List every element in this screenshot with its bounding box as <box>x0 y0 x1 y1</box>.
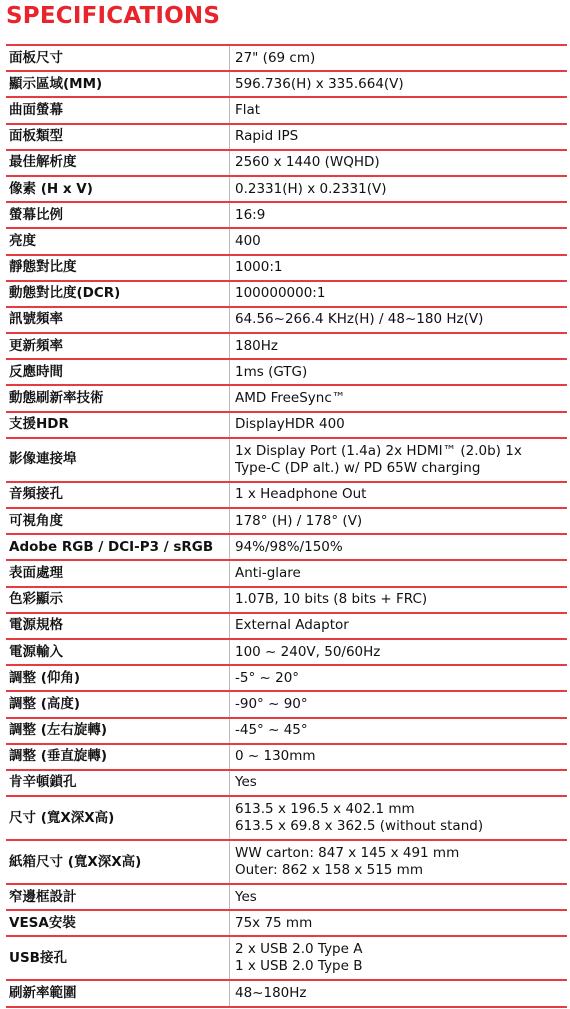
spec-label: 更新頻率 <box>6 333 230 359</box>
spec-row <box>6 176 567 202</box>
spec-row <box>6 359 567 385</box>
spec-row <box>6 281 567 307</box>
spec-row <box>6 587 567 613</box>
spec-value: 100 ~ 240V, 50/60Hz <box>230 639 568 665</box>
spec-value: Yes <box>230 770 568 796</box>
spec-label: 顯示區域(MM) <box>6 71 230 97</box>
page-title: SPECIFICATIONS <box>6 3 221 29</box>
spec-value: 27" (69 cm) <box>230 45 568 71</box>
spec-label: 調整 (仰角) <box>6 665 230 691</box>
spec-label: 影像連接埠 <box>6 438 230 482</box>
spec-label: 電源輸入 <box>6 639 230 665</box>
spec-row <box>6 202 567 228</box>
spec-row <box>6 228 567 254</box>
spec-label: 反應時間 <box>6 359 230 385</box>
spec-label: 螢幕比例 <box>6 202 230 228</box>
spec-row <box>6 665 567 691</box>
spec-label: 動態刷新率技術 <box>6 385 230 411</box>
spec-row <box>6 97 567 123</box>
spec-row <box>6 150 567 176</box>
spec-value: 100000000:1 <box>230 281 568 307</box>
spec-row <box>6 71 567 97</box>
spec-label: 動態對比度(DCR) <box>6 281 230 307</box>
spec-value: Flat <box>230 97 568 123</box>
spec-value: -90° ~ 90° <box>230 691 568 717</box>
spec-label: 表面處理 <box>6 560 230 586</box>
spec-label: 電源規格 <box>6 613 230 639</box>
spec-row <box>6 639 567 665</box>
spec-row <box>6 534 567 560</box>
spec-value: WW carton: 847 x 145 x 491 mm Outer: 862 x 158 x 515 mm <box>230 840 568 884</box>
spec-value: 64.56~266.4 KHz(H) / 48~180 Hz(V) <box>230 307 568 333</box>
spec-row <box>6 412 567 438</box>
spec-value: 178° (H) / 178° (V) <box>230 508 568 534</box>
spec-row <box>6 307 567 333</box>
spec-value: 180Hz <box>230 333 568 359</box>
spec-label: 刷新率範圍 <box>6 980 230 1006</box>
spec-value: 2560 x 1440 (WQHD) <box>230 150 568 176</box>
spec-value: DisplayHDR 400 <box>230 412 568 438</box>
spec-label: 曲面螢幕 <box>6 97 230 123</box>
spec-label: VESA安裝 <box>6 910 230 936</box>
spec-value: 1.07B, 10 bits (8 bits + FRC) <box>230 587 568 613</box>
spec-label: USB接孔 <box>6 936 230 980</box>
spec-value: 1000:1 <box>230 255 568 281</box>
spec-row <box>6 124 567 150</box>
spec-label: 最佳解析度 <box>6 150 230 176</box>
spec-value: AMD FreeSync™ <box>230 385 568 411</box>
specifications-table <box>6 44 567 1008</box>
spec-row <box>6 482 567 508</box>
spec-row <box>6 718 567 744</box>
spec-row <box>6 508 567 534</box>
spec-label: 紙箱尺寸 (寬X深X高) <box>6 840 230 884</box>
spec-label: 亮度 <box>6 228 230 254</box>
spec-value: 0 ~ 130mm <box>230 744 568 770</box>
spec-value: 1ms (GTG) <box>230 359 568 385</box>
spec-value: Yes <box>230 884 568 910</box>
spec-value: Rapid IPS <box>230 124 568 150</box>
spec-row <box>6 936 567 980</box>
spec-row <box>6 45 567 71</box>
spec-label: Adobe RGB / DCI-P3 / sRGB <box>6 534 230 560</box>
spec-label: 面板類型 <box>6 124 230 150</box>
spec-row <box>6 691 567 717</box>
spec-label: 音頻接孔 <box>6 482 230 508</box>
spec-label: 窄邊框設計 <box>6 884 230 910</box>
spec-row <box>6 613 567 639</box>
spec-label: 訊號頻率 <box>6 307 230 333</box>
spec-row <box>6 910 567 936</box>
spec-value: 1x Display Port (1.4a) 2x HDMI™ (2.0b) 1x Type-C (DP alt.) w/ PD 65W charging <box>230 438 568 482</box>
spec-label: 面板尺寸 <box>6 45 230 71</box>
spec-value: 75x 75 mm <box>230 910 568 936</box>
spec-value: 0.2331(H) x 0.2331(V) <box>230 176 568 202</box>
spec-label: 肯辛頓鎖孔 <box>6 770 230 796</box>
spec-row <box>6 770 567 796</box>
spec-value: 16:9 <box>230 202 568 228</box>
spec-label: 可視角度 <box>6 508 230 534</box>
spec-label: 調整 (垂直旋轉) <box>6 744 230 770</box>
spec-label: 支援HDR <box>6 412 230 438</box>
spec-row <box>6 980 567 1006</box>
spec-label: 調整 (左右旋轉) <box>6 718 230 744</box>
spec-row <box>6 255 567 281</box>
specifications-table-body <box>6 45 567 1007</box>
spec-value: 613.5 x 196.5 x 402.1 mm 613.5 x 69.8 x 362.5 (without stand) <box>230 796 568 840</box>
spec-value: 1 x Headphone Out <box>230 482 568 508</box>
spec-row <box>6 884 567 910</box>
spec-label: 調整 (高度) <box>6 691 230 717</box>
spec-row <box>6 385 567 411</box>
spec-value: 400 <box>230 228 568 254</box>
spec-row <box>6 796 567 840</box>
spec-value: 94%/98%/150% <box>230 534 568 560</box>
spec-value: 2 x USB 2.0 Type A 1 x USB 2.0 Type B <box>230 936 568 980</box>
spec-value: 48~180Hz <box>230 980 568 1006</box>
spec-row <box>6 560 567 586</box>
spec-value: External Adaptor <box>230 613 568 639</box>
spec-row <box>6 744 567 770</box>
spec-value: 596.736(H) x 335.664(V) <box>230 71 568 97</box>
spec-row <box>6 438 567 482</box>
spec-label: 色彩顯示 <box>6 587 230 613</box>
spec-row <box>6 333 567 359</box>
spec-row <box>6 840 567 884</box>
spec-value: -45° ~ 45° <box>230 718 568 744</box>
spec-label: 尺寸 (寬X深X高) <box>6 796 230 840</box>
spec-value: Anti-glare <box>230 560 568 586</box>
spec-label: 像素 (H x V) <box>6 176 230 202</box>
spec-label: 靜態對比度 <box>6 255 230 281</box>
spec-value: -5° ~ 20° <box>230 665 568 691</box>
